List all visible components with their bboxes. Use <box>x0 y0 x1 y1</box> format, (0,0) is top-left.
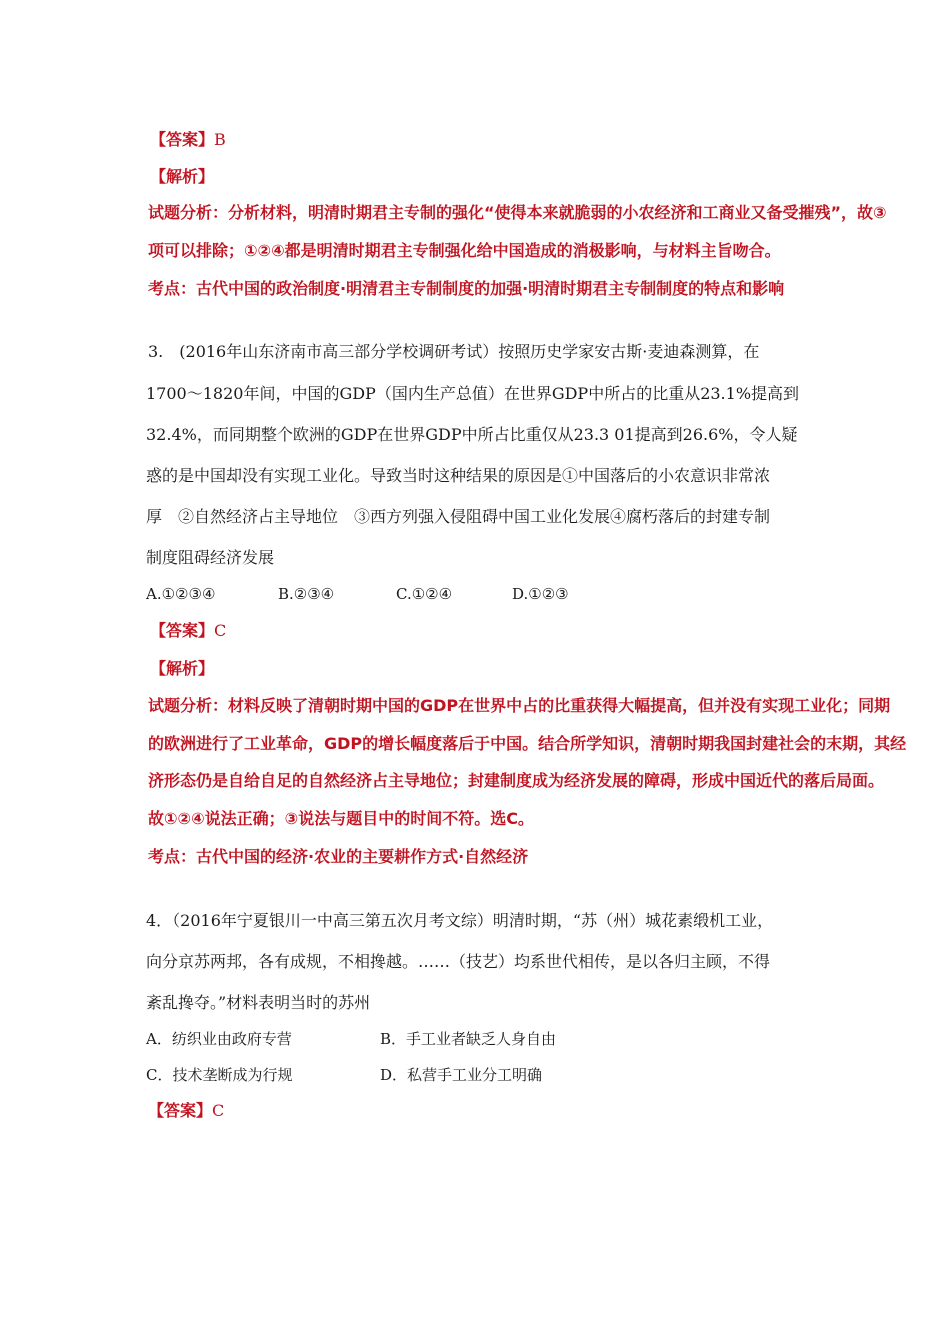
answer-tag: 【答案】 <box>150 130 215 149</box>
q3-stem-line-1: 3. (2016年山东济南市高三部分学校调研考试）按照历史学家安古斯·麦迪森测算，在 <box>148 342 760 361</box>
q4-option-a: A．纺织业由政府专营 <box>146 1030 292 1048</box>
q3-analysis-line-3: 济形态仍是自给自足的自然经济占主导地位；封建制度成为经济发展的障碍，形成中国近代的落后局面。 <box>148 771 885 790</box>
q3-stem-line-6: 制度阻碍经济发展 <box>146 548 275 567</box>
q4-stem-line-1: 4．（2016年宁夏银川一中高三第五次月考文综）明清时期，“苏（州）城花素缎机工业， <box>146 911 774 930</box>
q2-point: 考点：古代中国的政治制度·明清君主专制制度的加强·明清时期君主专制制度的特点和影响 <box>148 279 785 298</box>
q2-analysis-line-1: 试题分析：分析材料，明清时期君主专制的强化“使得本来就脆弱的小农经济和工商业又备受摧残”，故③ <box>148 203 887 222</box>
q3-option-b: B.②③④ <box>278 585 335 603</box>
q3-point: 考点：古代中国的经济·农业的主要耕作方式·自然经济 <box>148 847 529 866</box>
q3-stem-line-5: 厚 ②自然经济占主导地位 ③西方列强入侵阻碍中国工业化发展④腐朽落后的封建专制 <box>146 507 771 526</box>
q2-analysis-tag: 【解析】 <box>150 167 215 186</box>
q4-answer <box>148 1103 224 1119</box>
q3-analysis-line-2: 的欧洲进行了工业革命，GDP的增长幅度落后于中国。结合所学知识，清朝时期我国封建社会的末期，其经 <box>148 734 907 753</box>
q2-analysis-line-2: 项可以排除；①②④都是明清时期君主专制强化给中国造成的消极影响，与材料主旨吻合。 <box>148 241 781 260</box>
q3-option-d: D.①②③ <box>512 585 569 603</box>
q4-option-b: B．手工业者缺乏人身自由 <box>380 1030 557 1048</box>
q4-stem-line-3: 紊乱搀夺。”材料表明当时的苏州 <box>146 993 371 1012</box>
q4-option-d: D．私营手工业分工明确 <box>380 1066 543 1084</box>
q2-answer <box>150 132 226 148</box>
answer-tag: 【答案】 <box>148 1101 213 1120</box>
q3-analysis-line-1: 试题分析：材料反映了清朝时期中国的GDP在世界中占的比重获得大幅提高，但并没有实现工业化；同期 <box>148 696 891 715</box>
answer-value: C <box>214 621 227 640</box>
q3-answer <box>150 623 226 639</box>
q3-option-c: C.①②④ <box>396 585 453 603</box>
q3-stem-line-2: 1700～1820年间，中国的GDP（国内生产总值）在世界GDP中所占的比重从23.1%提高到 <box>146 384 800 403</box>
answer-tag: 【答案】 <box>150 621 215 640</box>
q3-analysis-tag: 【解析】 <box>150 659 215 678</box>
q4-stem-line-2: 向分京苏两邦，各有成规，不相搀越。……（技艺）均系世代相传，是以各归主顾，不得 <box>146 952 771 971</box>
answer-value: C <box>212 1101 225 1120</box>
q3-stem-line-3: 32.4%，而同期整个欧洲的GDP在世界GDP中所占比重仅从23.3 01提高到26.6%，令人疑 <box>146 425 798 444</box>
q3-analysis-line-4: 故①②④说法正确；③说法与题目中的时间不符。选C。 <box>148 809 534 828</box>
q3-option-a: A.①②③④ <box>146 585 216 603</box>
answer-value: B <box>214 130 226 149</box>
q3-stem-line-4: 惑的是中国却没有实现工业化。导致当时这种结果的原因是①中国落后的小农意识非常浓 <box>146 466 771 485</box>
q4-option-c: C．技术垄断成为行规 <box>146 1066 293 1084</box>
